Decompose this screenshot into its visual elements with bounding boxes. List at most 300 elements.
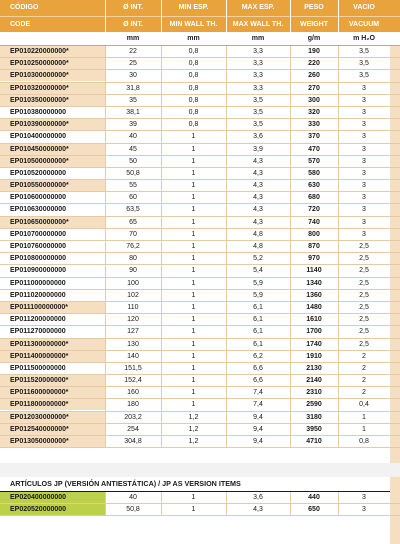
column-divider: [161, 58, 162, 70]
min-wall-cell: 1: [191, 255, 196, 263]
diameter-cell: 152,4: [124, 377, 142, 385]
diameter-cell: 45: [129, 145, 137, 153]
vacuum-cell: 2: [362, 389, 366, 397]
column-divider: [290, 192, 291, 204]
code-cell: EP020400000000: [0, 492, 105, 503]
vacuum-cell: 2: [362, 377, 366, 385]
column-divider: [161, 314, 162, 326]
min-wall-cell: 1: [191, 157, 196, 165]
header-diameter-en: Ø INT.: [123, 21, 143, 28]
column-divider: [226, 119, 227, 131]
min-wall-cell: 1: [191, 364, 196, 372]
weight-cell: 1480: [306, 303, 322, 311]
column-divider: [226, 83, 227, 95]
header-min-wall-en: MIN WALL TH.: [169, 21, 218, 28]
diameter-cell: 40: [129, 133, 137, 141]
table-row: [0, 504, 400, 516]
weight-cell: 1700: [306, 328, 322, 336]
column-divider: [226, 351, 227, 363]
weight-cell: 220: [308, 60, 320, 68]
max-wall-cell: 4,3: [253, 157, 263, 165]
diameter-cell: 50: [129, 157, 137, 165]
code-cell: EP010600000000: [10, 194, 67, 202]
max-wall-cell: 6,1: [253, 328, 263, 336]
column-divider: [290, 70, 291, 82]
max-wall-cell: 9,4: [253, 425, 263, 433]
column-divider: [290, 302, 291, 314]
table-row: [0, 46, 400, 58]
column-divider: [226, 229, 227, 241]
max-wall-cell: 7,4: [253, 401, 263, 409]
code-cell: EP010320000000*: [0, 83, 105, 94]
column-divider: [161, 339, 162, 351]
table-row: [0, 217, 400, 229]
vacuum-cell: 3: [362, 84, 366, 92]
weight-cell: 570: [308, 157, 320, 165]
weight-cell: 3180: [306, 413, 322, 421]
column-divider: [290, 107, 291, 119]
code-cell: EP010300000000*: [0, 70, 105, 81]
vacuum-cell: 3: [362, 108, 366, 116]
column-divider: [105, 95, 106, 107]
weight-cell: 260: [308, 72, 320, 80]
code-cell: EP010250000000*: [0, 58, 105, 69]
code-cell: EP013050000000*: [0, 436, 105, 447]
max-wall-cell: 3,3: [253, 60, 263, 68]
column-divider: [226, 204, 227, 216]
column-divider: [338, 278, 339, 290]
column-divider: [105, 412, 106, 424]
column-divider: [161, 290, 162, 302]
column-divider: [105, 156, 106, 168]
vacuum-cell: 2,5: [359, 316, 369, 324]
max-wall-cell: 6,1: [253, 303, 263, 311]
header-code-en: CODE: [10, 21, 31, 28]
max-wall-cell: 5,2: [253, 255, 263, 263]
min-wall-cell: 1: [191, 206, 196, 214]
column-divider: [338, 326, 339, 338]
column-divider: [290, 95, 291, 107]
header-divider: [161, 0, 162, 32]
column-divider: [105, 492, 106, 504]
vacuum-cell: 3: [362, 218, 366, 226]
diameter-cell: 60: [129, 194, 137, 202]
diameter-cell: 254: [127, 425, 139, 433]
column-divider: [226, 339, 227, 351]
diameter-cell: 76,2: [126, 243, 140, 250]
column-divider: [161, 399, 162, 411]
min-wall-cell: 1: [191, 182, 196, 190]
table-row: [0, 131, 400, 143]
min-wall-cell: 0,8: [188, 48, 199, 55]
min-wall-cell: 1: [191, 291, 196, 299]
column-divider: [338, 144, 339, 156]
column-divider: [338, 290, 339, 302]
column-divider: [290, 424, 291, 436]
weight-cell: 2310: [306, 389, 322, 397]
max-wall-cell: 4,8: [253, 230, 263, 238]
table-row: [0, 314, 400, 326]
weight-cell: 650: [308, 506, 320, 514]
min-wall-cell: 1: [191, 328, 196, 336]
max-wall-cell: 6,1: [253, 340, 263, 348]
max-wall-cell: 4,3: [253, 182, 263, 190]
column-divider: [290, 180, 291, 192]
column-divider: [226, 412, 227, 424]
diameter-cell: 31,8: [126, 84, 140, 92]
column-divider: [290, 314, 291, 326]
table-row: [0, 70, 400, 82]
min-wall-cell: 0,8: [188, 108, 199, 116]
column-divider: [161, 156, 162, 168]
column-divider: [161, 83, 162, 95]
vacuum-cell: 3: [362, 182, 366, 190]
column-divider: [290, 83, 291, 95]
max-wall-cell: 5,4: [253, 267, 263, 275]
diameter-cell: 151,5: [124, 364, 142, 372]
column-divider: [290, 363, 291, 375]
weight-cell: 190: [308, 48, 320, 55]
max-wall-cell: 3,6: [253, 494, 263, 501]
header-max-wall-en: MAX WALL TH.: [232, 21, 284, 28]
header-vacuum-en: VACUUM: [348, 21, 380, 28]
weight-cell: 1740: [306, 340, 322, 348]
vacuum-cell: 3: [362, 96, 366, 104]
min-wall-cell: 0,8: [188, 96, 199, 104]
diameter-cell: 120: [127, 316, 139, 324]
weight-cell: 720: [308, 206, 320, 214]
column-divider: [226, 192, 227, 204]
column-divider: [161, 375, 162, 387]
vacuum-cell: 2,5: [359, 255, 369, 263]
column-divider: [161, 192, 162, 204]
column-divider: [338, 156, 339, 168]
max-wall-cell: 3,3: [253, 84, 263, 92]
column-divider: [161, 217, 162, 229]
column-divider: [161, 204, 162, 216]
column-divider: [161, 492, 162, 504]
column-divider: [161, 229, 162, 241]
column-divider: [338, 412, 339, 424]
weight-cell: 800: [308, 230, 320, 238]
diameter-cell: 50,8: [126, 506, 140, 514]
code-cell: EP011200000000: [10, 316, 66, 324]
column-divider: [105, 399, 106, 411]
table-row: [0, 302, 400, 314]
min-wall-cell: 1: [191, 267, 196, 275]
diameter-cell: 39: [129, 121, 137, 129]
column-divider: [338, 58, 339, 70]
weight-cell: 1340: [306, 279, 322, 287]
weight-cell: 1610: [306, 316, 322, 324]
column-divider: [161, 241, 162, 253]
max-wall-cell: 3,3: [253, 72, 263, 80]
column-divider: [338, 168, 339, 180]
min-wall-cell: 1: [191, 194, 196, 202]
jp-product-table: [0, 492, 400, 516]
weight-cell: 300: [308, 96, 320, 104]
column-divider: [226, 168, 227, 180]
column-divider: [290, 504, 291, 516]
min-wall-cell: 1: [191, 145, 196, 153]
column-divider: [105, 229, 106, 241]
vacuum-cell: 2,5: [359, 267, 369, 275]
diameter-cell: 130: [127, 340, 139, 348]
column-divider: [290, 265, 291, 277]
column-divider: [226, 144, 227, 156]
column-divider: [105, 83, 106, 95]
column-divider: [338, 314, 339, 326]
column-divider: [105, 375, 106, 387]
column-divider: [226, 95, 227, 107]
column-divider: [290, 156, 291, 168]
column-divider: [161, 363, 162, 375]
min-wall-cell: 1,2: [188, 425, 199, 433]
code-cell: EP020520000000: [0, 504, 105, 515]
code-cell: EP010650000000*: [0, 217, 105, 228]
column-divider: [105, 58, 106, 70]
column-divider: [226, 290, 227, 302]
header-min-wall-es: MIN ESP.: [178, 4, 209, 11]
table-row: [0, 253, 400, 265]
min-wall-cell: 1: [191, 401, 196, 409]
table-row: [0, 290, 400, 302]
column-divider: [161, 107, 162, 119]
weight-cell: 1140: [306, 267, 322, 275]
column-divider: [161, 168, 162, 180]
column-divider: [290, 290, 291, 302]
weight-cell: 4710: [306, 438, 322, 445]
vacuum-cell: 3: [362, 194, 366, 202]
column-divider: [161, 302, 162, 314]
column-divider: [290, 229, 291, 241]
min-wall-cell: 1: [191, 340, 196, 348]
header-divider: [226, 0, 227, 32]
table-row: [0, 265, 400, 277]
column-divider: [290, 58, 291, 70]
code-cell: EP011600000000*: [0, 387, 105, 398]
max-wall-cell: 4,3: [253, 218, 263, 226]
column-divider: [226, 241, 227, 253]
column-divider: [290, 351, 291, 363]
product-table: [0, 46, 400, 448]
column-divider: [338, 399, 339, 411]
column-divider: [105, 46, 106, 58]
column-divider: [226, 302, 227, 314]
unit-min-wall: mm: [187, 35, 200, 42]
vacuum-cell: 0,8: [359, 438, 369, 445]
column-divider: [226, 253, 227, 265]
vacuum-cell: 3: [362, 494, 366, 501]
jp-section-title: ARTÍCULOS JP (VERSIÓN ANTIESTÁTICA) / JP AS VERSION ITEMS: [10, 479, 241, 488]
column-divider: [226, 156, 227, 168]
code-cell: EP011400000000*: [0, 351, 105, 362]
weight-cell: 870: [308, 243, 320, 250]
diameter-cell: 50,8: [126, 169, 140, 177]
code-cell: EP010350000000*: [0, 95, 105, 106]
column-divider: [338, 436, 339, 448]
diameter-cell: 127: [127, 328, 139, 336]
code-cell: EP010500000000*: [0, 156, 105, 167]
table-row: [0, 83, 400, 95]
max-wall-cell: 4,8: [253, 243, 263, 250]
code-cell: EP011020000000: [10, 291, 66, 299]
unit-max-wall: mm: [251, 35, 265, 42]
column-divider: [105, 168, 106, 180]
column-divider: [161, 180, 162, 192]
vacuum-cell: 0,4: [359, 401, 369, 409]
table-row: [0, 180, 400, 192]
column-divider: [338, 204, 339, 216]
diameter-cell: 102: [127, 291, 139, 299]
header-row-english: [0, 16, 400, 32]
column-divider: [338, 192, 339, 204]
column-divider: [290, 46, 291, 58]
column-divider: [226, 492, 227, 504]
column-divider: [161, 46, 162, 58]
column-divider: [226, 436, 227, 448]
header-vacuum-es: VACIO: [353, 4, 375, 11]
min-wall-cell: 1: [191, 494, 196, 501]
column-divider: [105, 363, 106, 375]
table-row: [0, 107, 400, 119]
column-divider: [338, 424, 339, 436]
column-divider: [105, 290, 106, 302]
column-divider: [161, 119, 162, 131]
header-divider: [105, 0, 106, 32]
column-divider: [105, 217, 106, 229]
table-header: [0, 0, 400, 32]
weight-cell: 630: [308, 182, 320, 190]
column-divider: [105, 144, 106, 156]
column-divider: [290, 131, 291, 143]
max-wall-cell: 9,4: [253, 413, 263, 421]
min-wall-cell: 1: [191, 389, 196, 397]
diameter-cell: 70: [129, 230, 137, 238]
code-cell: EP010520000000: [10, 169, 67, 177]
column-divider: [226, 70, 227, 82]
diameter-cell: 304,8: [124, 438, 142, 445]
header-diameter-es: Ø INT.: [123, 4, 143, 11]
vacuum-cell: 2: [362, 364, 366, 372]
column-divider: [338, 351, 339, 363]
column-divider: [290, 436, 291, 448]
column-divider: [226, 107, 227, 119]
max-wall-cell: 3,5: [253, 121, 263, 129]
weight-cell: 580: [308, 169, 320, 177]
column-divider: [338, 217, 339, 229]
max-wall-cell: 4,3: [253, 169, 263, 177]
column-divider: [105, 504, 106, 516]
column-divider: [105, 70, 106, 82]
table-row: [0, 58, 400, 70]
column-divider: [338, 339, 339, 351]
vacuum-cell: 2,5: [359, 243, 369, 250]
max-wall-cell: 6,6: [253, 364, 263, 372]
column-divider: [290, 412, 291, 424]
column-divider: [161, 326, 162, 338]
table-row: [0, 144, 400, 156]
vacuum-cell: 3,5: [359, 48, 369, 55]
max-wall-cell: 3,6: [253, 133, 263, 141]
unit-weight: g/m: [307, 35, 321, 42]
column-divider: [338, 504, 339, 516]
code-cell: EP011300000000*: [0, 339, 105, 350]
weight-cell: 320: [308, 108, 320, 116]
column-divider: [105, 278, 106, 290]
code-cell: EP011800000000*: [0, 399, 105, 410]
min-wall-cell: 1: [191, 230, 196, 238]
column-divider: [226, 504, 227, 516]
column-divider: [290, 339, 291, 351]
vacuum-cell: 2,5: [359, 328, 369, 336]
code-cell: EP010760000000: [10, 243, 67, 250]
column-divider: [105, 436, 106, 448]
diameter-cell: 203,2: [124, 413, 142, 421]
column-divider: [338, 131, 339, 143]
table-row: [0, 241, 400, 253]
vacuum-cell: 3: [362, 506, 366, 514]
diameter-cell: 80: [129, 255, 137, 263]
max-wall-cell: 7,4: [253, 389, 263, 397]
min-wall-cell: 1,2: [188, 413, 199, 421]
max-wall-cell: 3,5: [253, 96, 263, 104]
diameter-cell: 100: [127, 279, 139, 287]
vacuum-cell: 3,5: [359, 72, 369, 80]
table-row: [0, 375, 400, 387]
column-divider: [105, 241, 106, 253]
code-cell: EP011500000000: [10, 364, 66, 372]
column-divider: [338, 492, 339, 504]
diameter-cell: 55: [129, 182, 137, 190]
section-gap: [0, 463, 400, 477]
weight-cell: 1360: [306, 291, 322, 299]
table-row: [0, 95, 400, 107]
column-divider: [226, 131, 227, 143]
weight-cell: 3950: [306, 425, 322, 433]
min-wall-cell: 1: [191, 133, 196, 141]
min-wall-cell: 1: [191, 218, 196, 226]
diameter-cell: 110: [127, 303, 139, 311]
vacuum-cell: 2: [362, 352, 366, 360]
unit-diameter: mm: [126, 35, 140, 42]
column-divider: [338, 83, 339, 95]
code-cell: EP010220000000*: [0, 46, 105, 57]
column-divider: [338, 229, 339, 241]
table-row: [0, 326, 400, 338]
column-divider: [105, 119, 106, 131]
column-divider: [290, 217, 291, 229]
header-divider: [290, 0, 291, 32]
diameter-cell: 160: [127, 389, 139, 397]
max-wall-cell: 4,3: [253, 506, 263, 514]
diameter-cell: 63,5: [126, 206, 140, 214]
vacuum-cell: 3: [362, 169, 366, 177]
weight-cell: 470: [308, 145, 320, 153]
max-wall-cell: 9,4: [253, 438, 263, 445]
min-wall-cell: 1: [191, 506, 196, 514]
header-max-wall-es: MAX ESP.: [241, 4, 275, 11]
column-divider: [338, 46, 339, 58]
table-row: [0, 399, 400, 411]
header-code-es: CÓDIGO: [10, 4, 39, 11]
min-wall-cell: 0,8: [188, 72, 199, 80]
code-cell: EP011270000000: [10, 328, 66, 336]
diameter-cell: 30: [129, 72, 137, 80]
column-divider: [161, 387, 162, 399]
code-cell: EP010400000000: [10, 133, 67, 141]
column-divider: [105, 253, 106, 265]
